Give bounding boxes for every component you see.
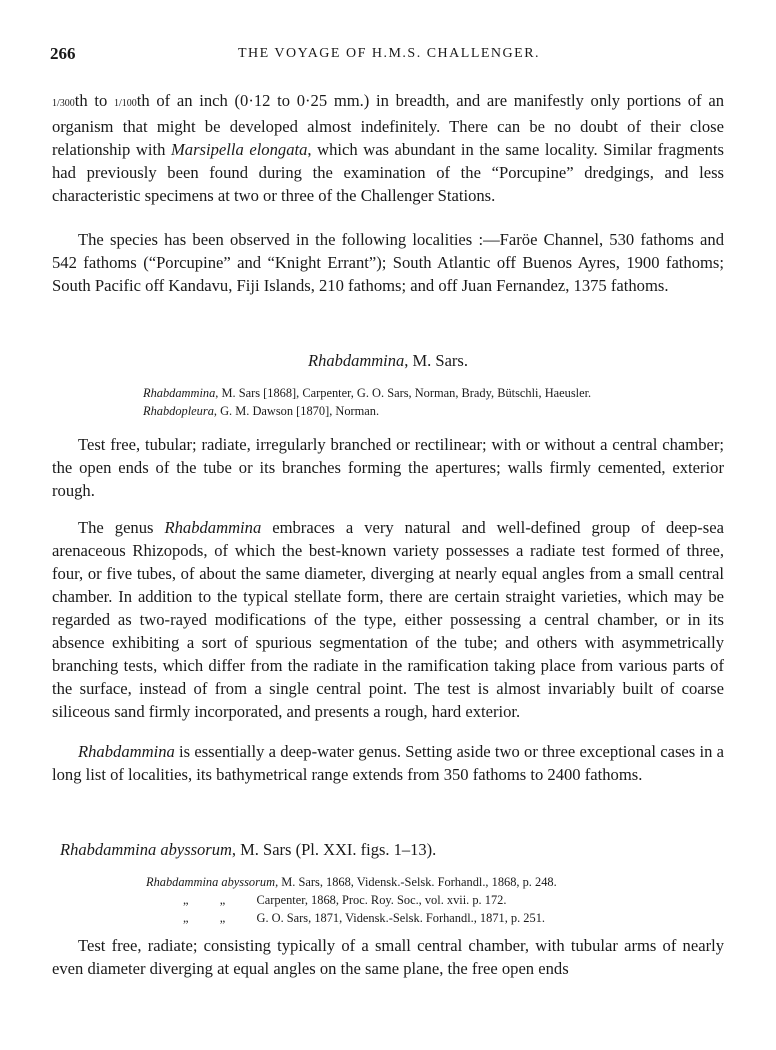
ref-text: , M. Sars, 1868, Vidensk.-Selsk. Forhandl., 1868, p. 248. xyxy=(275,875,557,889)
ditto-mark: „ xyxy=(219,911,226,925)
page-header xyxy=(50,44,728,66)
ref-text: G. O. Sars, 1871, Vidensk.-Selsk. Forhandl., 1871, p. 251. xyxy=(256,911,545,925)
text: th to xyxy=(74,91,114,110)
genus-heading xyxy=(0,351,776,371)
fraction: 1/300 xyxy=(52,98,75,109)
ditto-mark: „ xyxy=(219,893,226,907)
fraction: 1/100 xyxy=(113,98,137,109)
species-heading xyxy=(60,840,436,860)
text: The genus xyxy=(78,518,165,537)
genus-reference xyxy=(143,384,591,402)
ref-text: Carpenter, 1868, Proc. Roy. Soc., vol. xvii. p. 172. xyxy=(256,893,507,907)
paragraph-genus-description xyxy=(52,516,724,723)
ref-name: Rhabdammina abyssorum xyxy=(146,875,276,889)
genus-name: Rhabdammina xyxy=(164,518,262,537)
paragraph-range xyxy=(52,740,724,786)
paragraph-continued xyxy=(52,89,724,207)
running-title: THE VOYAGE OF H.M.S. CHALLENGER. xyxy=(237,46,541,61)
species-reference xyxy=(183,891,506,909)
ref-text: , G. M. Dawson [1870], Norman. xyxy=(213,404,380,418)
paragraph-species-description: Test free, radiate; consisting typically of a small central chamber, with tubular arms of nearly even diameter diverging at equal angles on the same plane, the free open ends xyxy=(52,936,724,978)
text: embraces a very natural and well-defined group of deep-sea arenaceous Rhizopods, of which the best-known variety possesses a radiate test formed of three, four, or five tubes, of about the same diameter, diverging at nearly equal angles from a small central chamber. In addition to the typical stellate form, there are certain straight varieties, which may be regarded as two-rayed modifications of the type, either possessing a central chamber, or in its absence exhibiting a sort of spurious segmentation of the tube; and others with asymmetrically branching tests, which differ from the radiate in the ramification taking place from various parts of the surface, instead of from a single central point. The test is almost invariably built of coarse siliceous sand firmly incorporated, and presents a rough, hard exterior. xyxy=(52,518,724,721)
author: , M. Sars. xyxy=(404,351,468,370)
species-name: Marsipella elongata xyxy=(170,140,308,159)
text: th of an inch (0·12 to 0·25 mm.) in breadth, and are manifestly only portions of an organism that might be developed almost indefinitely. There can be no doubt of their close relationship with xyxy=(52,91,724,159)
ditto-mark: „ xyxy=(183,893,189,907)
paragraph-localities: The species has been observed in the following localities :—Faröe Channel, 530 fathoms and 542 fathoms (“Porcupine” and “Knight Errant”); South Atlantic off Buenos Ayres, 1900 fathoms; South Pacific off Kandavu, Fiji Islands, 210 fathoms; and off Juan Fernandez, 1375 fathoms. xyxy=(52,230,724,295)
species-name: Rhabdammina abyssorum xyxy=(60,840,232,859)
text: , which was abundant in the same locality. Similar fragments had previously been found during the examination of the “Porcupine” dredgings, and less characteristic specimens at two or three of the Challenger Stations. xyxy=(52,140,725,205)
ref-name: Rhabdammina xyxy=(143,386,216,400)
text: is essentially a deep-water genus. Setting aside two or three exceptional cases in a long list of localities, its bathymetrical range extends from 350 fathoms to 2400 fathoms. xyxy=(52,742,724,784)
genus-name: Rhabdammina xyxy=(78,742,175,761)
page-number: 266 xyxy=(50,44,76,63)
species-reference xyxy=(146,873,557,891)
ref-name: Rhabdopleura xyxy=(143,404,214,418)
ref-text: , M. Sars [1868], Carpenter, G. O. Sars, Norman, Brady, Bütschli, Haeusler. xyxy=(215,386,592,400)
genus-name: Rhabdammina xyxy=(308,351,405,370)
species-reference xyxy=(183,909,545,927)
genus-reference xyxy=(143,402,379,420)
author: , M. Sars (Pl. XXI. figs. 1–13). xyxy=(231,840,437,859)
genus-diagnosis: Test free, tubular; radiate, irregularly branched or rectilinear; with or without a central chamber; the open ends of the tube or its branches forming the apertures; walls firmly cemented, exterior rough. xyxy=(52,435,724,500)
ditto-mark: „ xyxy=(183,911,189,925)
